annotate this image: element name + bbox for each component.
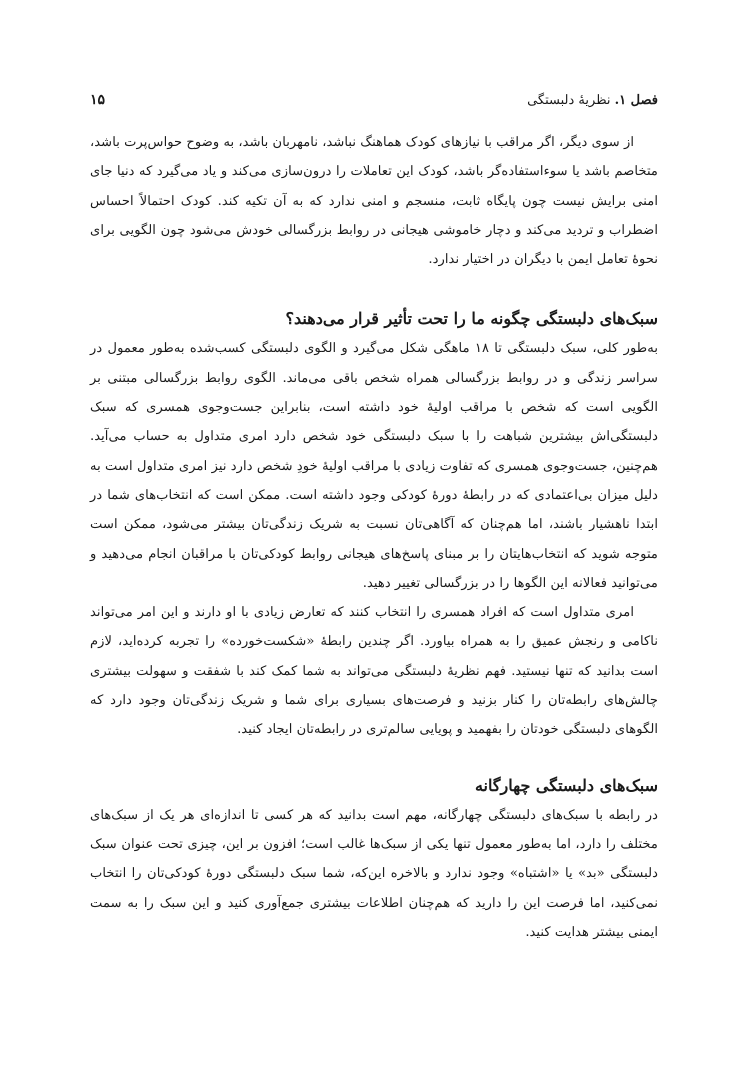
chapter-title: نظریهٔ دلبستگی bbox=[527, 93, 611, 108]
page-number: ۱۵ bbox=[90, 92, 106, 108]
body-paragraph: امری متداول است که افراد همسری را انتخاب کنند که تعارض زیادی با او دارند و این امر می‌تواند ناکامی و رنجش عمیق را به همراه بیاورد. اگر چندین رابطهٔ «شکست‌خورده» را تجربه کرده‌اید، لازم است بدانید که تنها نیستید. فهم نظریهٔ دلبستگی می‌تواند به شما کمک کند با شفقت و سهولت بیشتری چالش‌های رابطه‌تان را کنار بزنید و فرصت‌های بسیاری برای شما و شریک زندگی‌تان وجود دارد که الگوهای دلبستگی خودتان را بفهمید و پویایی سالم‌تری در رابطه‌تان ایجاد کنید. bbox=[90, 605, 658, 738]
intro-paragraph: از سوی دیگر، اگر مراقب با نیازهای کودک هماهنگ نباشد، نامهربان باشد، به وضوح حواس‌پرت باشد، متخاصم باشد یا سوءاستفاده‌گر باشد، کودک این تعاملات را درون‌سازی می‌کند و یاد می‌گیرد که دنیا جای امنی برایش نیست چون پایگاه ثابت، منسجم و امنی ندارد که به آن تکیه کند. کودک احتمالاً احساس اضطراب و تردید می‌کند و دچار خاموشی هیجانی در روابط بزرگسالی خودش می‌شود چون الگویی برای نحوهٔ تعامل ایمن با دیگران در اختیار ندارد. bbox=[90, 135, 658, 268]
chapter-number: فصل ۱. bbox=[614, 93, 658, 108]
body-paragraph: در رابطه با سبک‌های دلبستگی چهارگانه، مهم است بدانید که هر کسی تا اندازه‌ای هر یک از سبک‌های مختلف را دارد، اما به‌طور معمول تنها یکی از سبک‌ها غالب است؛ افزون بر این، چیزی تحت عنوان سبک دلبستگی «بد» یا «اشتباه» وجود ندارد و بالاخره این‌که، شما سبک دلبستگی دورهٔ کودکی‌تان را انتخاب نمی‌کنید، اما فرصت این را دارید که هم‌چنان اطلاعات بیشتری جمع‌آوری کنید و این سبک را به سمت ایمنی بیشتر هدایت کنید. bbox=[90, 807, 658, 940]
chapter-heading bbox=[527, 93, 658, 108]
section-spacer bbox=[90, 745, 658, 771]
body-paragraph: به‌طور کلی، سبک دلبستگی تا ۱۸ ماهگی شکل می‌گیرد و الگوی دلبستگی کسب‌شده به‌طور معمول در سراسر زندگی و در روابط بزرگسالی همراه شخص باقی می‌ماند. الگوی روابط بزرگسالی مبتنی بر الگویی است که شخص با مراقب اولیهٔ خود داشته است، بنابراین جست‌وجوی همسری که سبک دلبستگی‌اش بیشترین شباهت را با سبک دلبستگی خود شخص دارد امری متداول به حساب می‌آید. هم‌چنین، جست‌وجوی همسری که تفاوت زیادی با مراقب اولیهٔ خودِ شخص دارد نیز امری متداول است به دلیل میزان بی‌اعتمادی که در رابطهٔ دورهٔ کودکی وجود داشته است. ممکن است که انتخاب‌های شما در ابتدا ناهشیار باشند، اما هم‌چنان که آگاهی‌تان نسبت به شریک زندگی‌تان بیشتر می‌شود، ممکن است متوجه شوید که انتخاب‌هایتان را بر مبنای پاسخ‌های هیجانی روابط کودکی‌تان با مراقبان انجام می‌دهید و می‌توانید فعالانه این الگوها را در بزرگسالی تغییر دهید. bbox=[90, 341, 658, 591]
section-heading-four-styles: سبک‌های دلبستگی چهارگانه bbox=[474, 775, 658, 795]
section-heading-attachment-effects: سبک‌های دلبستگی چگونه ما را تحت تأثیر قرار می‌دهند؟ bbox=[285, 309, 658, 329]
running-head bbox=[90, 92, 658, 116]
book-page bbox=[90, 92, 658, 947]
section-spacer bbox=[90, 274, 658, 304]
